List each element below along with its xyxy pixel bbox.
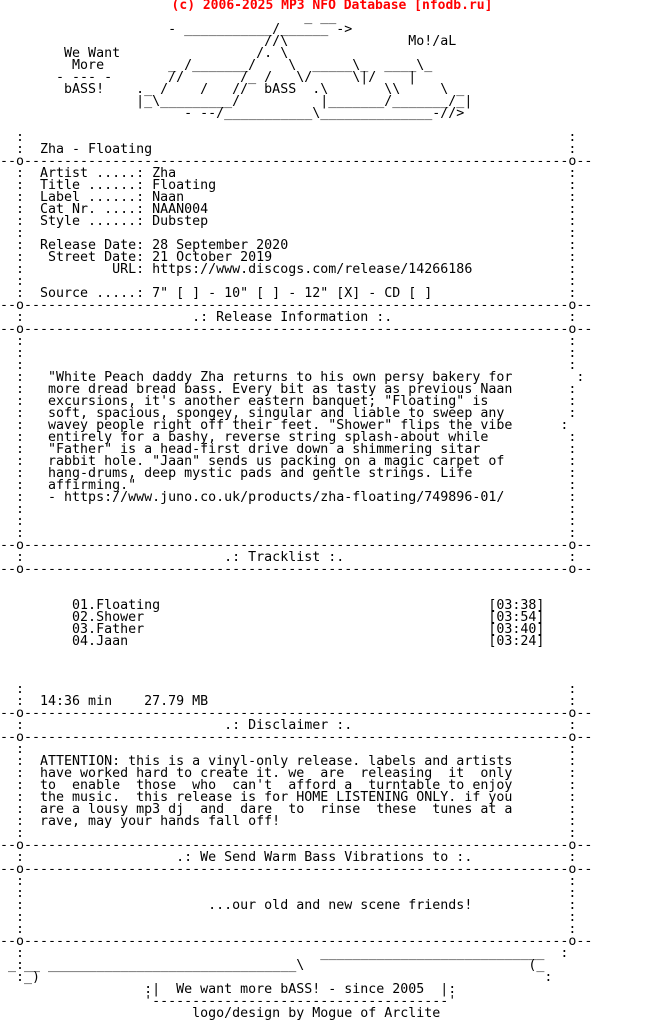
nfo-line: --o--------------------------------------------------------------------o-- [0,862,593,877]
nfo-line: : : [0,886,577,901]
nfo-line: : rabbit hole. "Jaan" sends us packing on a magic carpet of : [0,454,577,469]
nfo-line: : : [0,358,577,373]
nfo-line: : Cat Nr. ....: NAAN004 : [0,202,577,217]
nfo-line: : Label ......: Naan : [0,190,577,205]
nfo-line: : Zha - Floating : [0,142,577,157]
nfo-line: :_) : [0,970,553,985]
nfo-line: : entirely for a bashy, reverse string splash-about while : [0,430,577,445]
nfo-line: : ...our old and new scene friends! : [0,898,577,913]
nfo-line: : "White Peach daddy Zha returns to his own persy bakery for : [0,370,585,385]
nfo-line: --o--------------------------------------------------------------------o-- [0,298,593,313]
nfo-line: : have worked hard to create it. we are releasing it only : [0,766,577,781]
nfo-line: : soft, spacious, spongey, singular and liable to sweep any : [0,406,577,421]
nfo-line: : hang-drums, deep mystic pads and gentle strings. Life : [0,466,577,481]
nfo-line: --o--------------------------------------------------------------------o-- [0,838,593,853]
nfo-line: : ____________________________ : [0,946,569,961]
nfo-line: --o--------------------------------------------------------------------o-- [0,730,593,745]
nfo-line: --o--------------------------------------------------------------------o-- [0,562,593,577]
nfo-line: //\ Mo!/aL [0,34,457,49]
nfo-line: : : [0,130,577,145]
nfo-line: : : [0,874,577,889]
nfo-line: : Source .....: 7" [ ] - 10" [ ] - 12" [X] - CD [ ] : [0,286,577,301]
nfo-line: : ATTENTION: this is a vinyl-only release. labels and artists : [0,754,577,769]
nfo-line: : are a lousy mp3 dj and dare to rinse these tunes at a : [0,802,577,817]
nfo-line: : the music. this release is for HOME LISTENING ONLY. if you : [0,790,577,805]
nfo-line: : rave, may your hands fall off! : [0,814,577,829]
nfo-line: : .: Tracklist :. : [0,550,577,565]
nfo-line: - --/___________\______________-//> [0,106,465,121]
nfo-line: : 14:36 min 27.79 MB : [0,694,577,709]
nfo-line: : Style ......: Dubstep : [0,214,577,229]
nfo-line: : : [0,514,577,529]
nfo-line: : : [0,910,577,925]
nfo-line: : : [0,682,577,697]
nfo-line: :| We want more bASS! - since 2005 |: [0,982,457,997]
nfo-line: : Street Date: 21 October 2019 : [0,250,577,265]
nfo-line: : : [0,226,577,241]
nfo-line: --o--------------------------------------------------------------------o-- [0,154,593,169]
nfo-line: : "Father" is a head-first drive down a shimmering sitar : [0,442,577,457]
nfo-line: We Want /. \ [0,46,289,61]
nfo-line: - ___________/______ -> [0,22,353,37]
nfo-line: : : [0,502,577,517]
nfo-line: : Artist .....: Zha : [0,166,577,181]
nfo-line: bASS! ._ / / // bASS .\ \\ \ _ [0,82,465,97]
nfo-line: : affirming." : [0,478,577,493]
nfo-line: : .: Release Information :. : [0,310,577,325]
nfo-line [0,660,592,672]
nfo-line: : : [0,334,577,349]
nfo-text [0,12,592,1020]
nfo-line: 01.Floating [03:38] [0,598,545,613]
nfo-line: : : [0,826,577,841]
nfo-line: 02.Shower [03:54] [0,610,545,625]
nfo-line: : : [0,274,577,289]
site-header: (c) 2006-2025 MP3 NFO Database [nfodb.ru] [171,0,493,13]
nfo-line: : : [0,346,577,361]
nfo-line: : Release Date: 28 September 2020 : [0,238,577,253]
nfo-line: More _ /_______/ \ _____\_ ____\_ [0,58,433,73]
nfo-line: _:__ _______________________________\ (_ [0,958,545,973]
nfo-line [0,648,592,660]
nfo-line: : .: We Send Warm Bass Vibrations to :. : [0,850,577,865]
nfo-line: --o--------------------------------------------------------------------o-- [0,934,593,949]
nfo-line: - --- - // /_ / \/ \|/ | [0,70,417,85]
nfo-line: logo/design by Mogue of Arclite [0,1006,441,1021]
nfo-line: : excursions, it's another eastern banquet; "Floating" is : [0,394,577,409]
nfo-line: : .: Disclaimer :. : [0,718,577,733]
nfo-line: : Title ......: Floating : [0,178,577,193]
nfo-line: |_\_________/ |_______/_______/_| [0,94,473,109]
nfo-line: : : [0,526,577,541]
nfo-line: --o--------------------------------------------------------------------o-- [0,322,593,337]
nfo-line: 04.Jaan [03:24] [0,634,545,649]
nfo-line: : : [0,922,577,937]
nfo-line: _ __ [0,10,337,25]
nfo-line: 03.Father [03:40] [0,622,545,637]
nfo-line: --o--------------------------------------------------------------------o-- [0,706,593,721]
nfo-line: : URL: https://www.discogs.com/release/14266186 : [0,262,577,277]
nfo-line: : wavey people right off their feet. "Shower" flips the vibe : [0,418,569,433]
nfo-line: : - https://www.juno.co.uk/products/zha-floating/749896-01/ : [0,490,577,505]
nfo-line [0,576,592,588]
nfo-line: : more dread bread bass. Every bit as tasty as previous Naan : [0,382,577,397]
nfo-line: : : [0,742,577,757]
nfo-line: : to enable those who can't afford a turntable to enjoy : [0,778,577,793]
nfo-line: --o--------------------------------------------------------------------o-- [0,538,593,553]
nfo-line: '-------------------------------------' [0,994,457,1009]
